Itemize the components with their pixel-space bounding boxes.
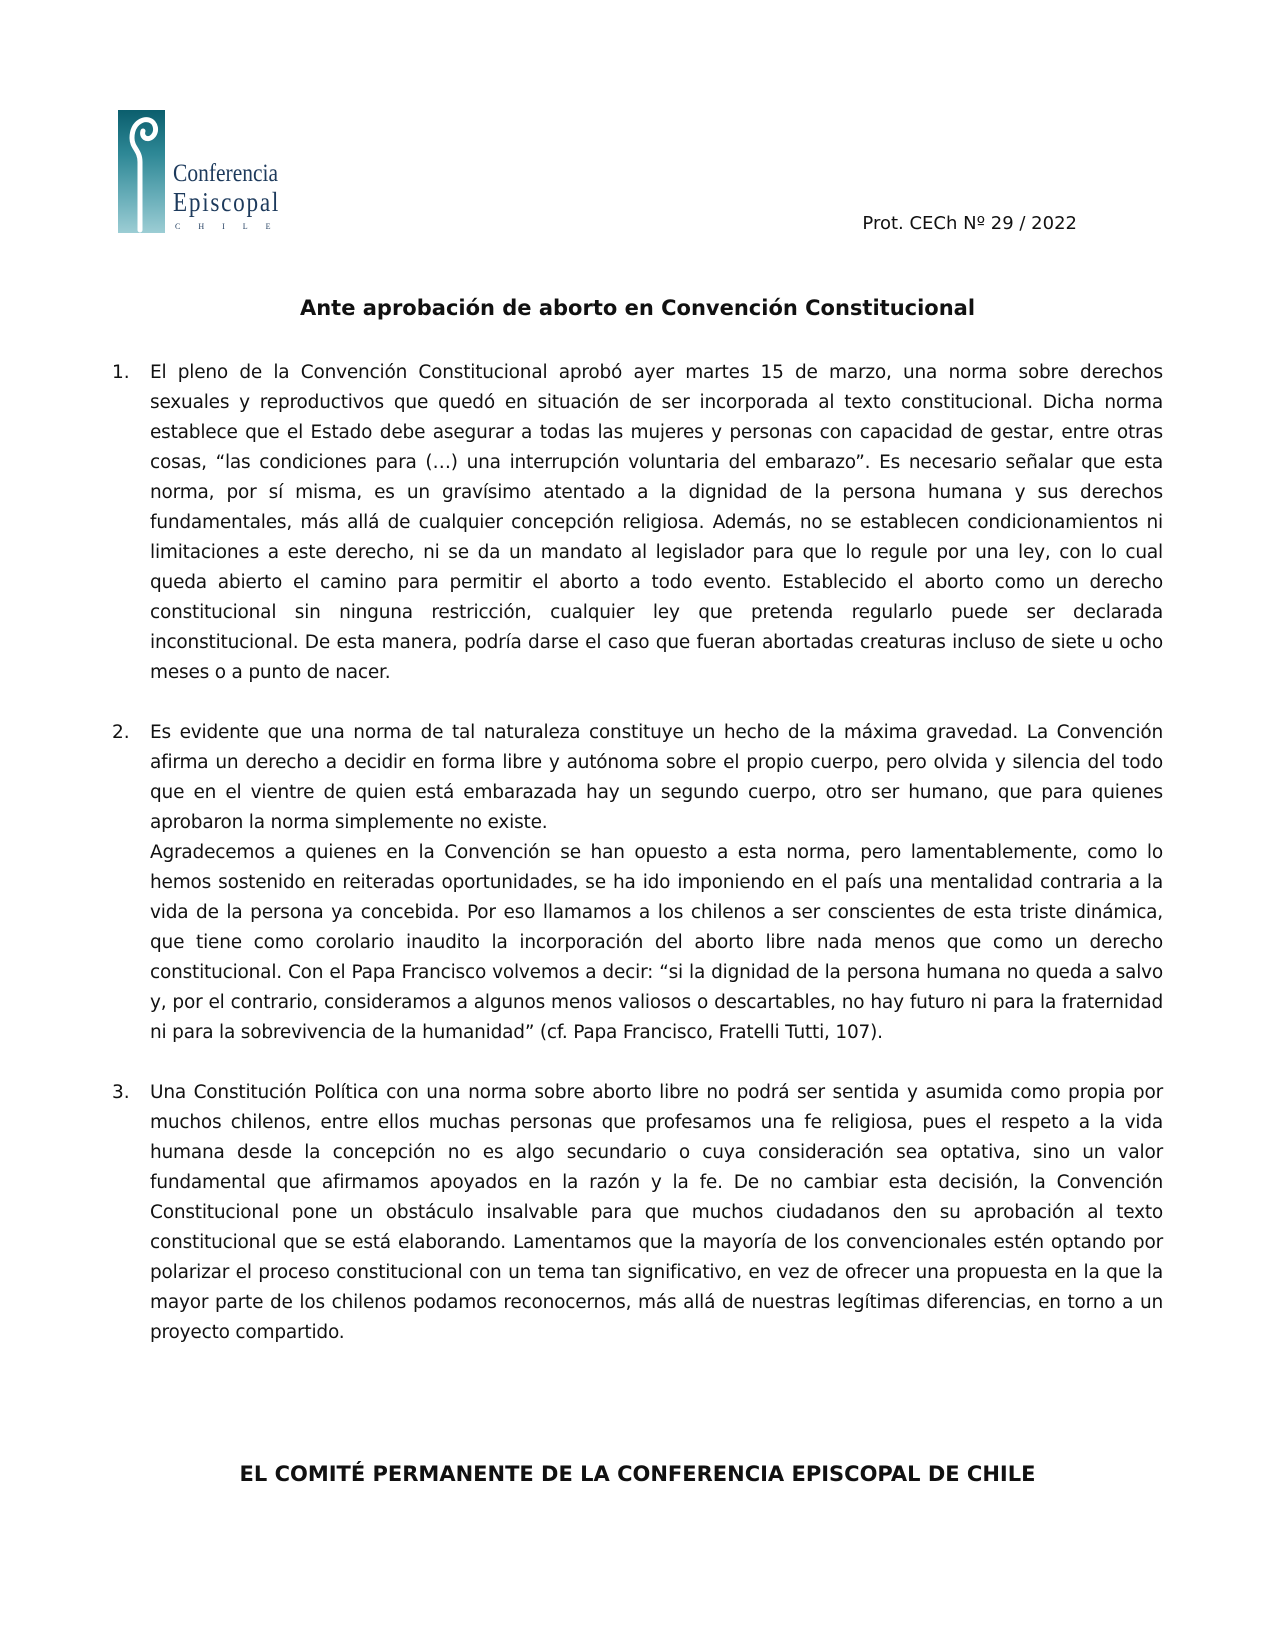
list-item (112, 1078, 1163, 1348)
conferencia-episcopal-logo (118, 110, 298, 240)
document-title: Ante aprobación de aborto en Convención Constitucional (299, 296, 976, 320)
signature-line: EL COMITÉ PERMANENTE DE LA CONFERENCIA EPISCOPAL DE CHILE (239, 1462, 1036, 1486)
item-number: 1. (112, 362, 130, 383)
list-item (112, 718, 1163, 1048)
crozier-icon (118, 110, 165, 233)
paragraph: Es evidente que una norma de tal naturaleza constituye un hecho de la máxima gravedad. La Convención afirma un derecho a decidir en forma libre y autónoma sobre el propio cuerpo, pero olvida y silencia del todo que en el vientre de quien está embarazada hay un segundo cuerpo, otro ser humano, que para quienes aprobaron la norma simplemente no existe. (150, 722, 1163, 833)
numbered-statement-list (112, 358, 1163, 1378)
item-number: 3. (112, 1082, 130, 1103)
protocol-number: Prot. CECh Nº 29 / 2022 (862, 213, 1077, 234)
logo-text-conferencia: Conferencia (173, 160, 279, 187)
paragraph: Una Constitución Política con una norma sobre aborto libre no podrá ser sentida y asumida como propia por muchos chilenos, entre ellos muchas personas que profesamos una fe religiosa, pues el respeto a la vida humana desde la concepción no es algo secundario o cuya consideración sea optativa, sino un valor fundamental que afirmamos apoyados en la razón y la fe. De no cambiar esta decisión, la Convención Constitucional pone un obstáculo insalvable para que muchos ciudadanos den su aprobación al texto constitucional que se está elaborando. Lamentamos que la mayoría de los convencionales estén optando por polarizar el proceso constitucional con un tema tan significativo, en vez de ofrecer una propuesta en la que la mayor parte de los chilenos podamos reconocernos, más allá de nuestras legítimas diferencias, en torno a un proyecto compartido. (150, 1082, 1163, 1343)
paragraph: El pleno de la Convención Constitucional aprobó ayer martes 15 de marzo, una norma sobre derechos sexuales y reproductivos que quedó en situación de ser incorporada al texto constitucional. Dicha norma establece que el Estado debe asegurar a todas las mujeres y personas con capacidad de gestar, entre otras cosas, “las condiciones para (…) una interrupción voluntaria del embarazo”. Es necesario señalar que esta norma, por sí misma, es un gravísimo atentado a la dignidad de la persona humana y sus derechos fundamentales, más allá de cualquier concepción religiosa. Además, no se establecen condicionamientos ni limitaciones a este derecho, ni se da un mandato al legislador para que lo regule por una ley, con lo cual queda abierto el camino para permitir el aborto a todo evento. Establecido el aborto como un derecho constitucional sin ninguna restricción, cualquier ley que pretenda regularlo puede ser declarada inconstitucional. De esta manera, podría darse el caso que fueran abortadas creaturas incluso de siete u ocho meses o a punto de nacer. (150, 362, 1163, 683)
paragraph: Agradecemos a quienes en la Convención se han opuesto a esta norma, pero lamentablemente, como lo hemos sostenido en reiteradas oportunidades, se ha ido imponiendo en el país una mentalidad contraria a la vida de la persona ya concebida. Por eso llamamos a los chilenos a ser conscientes de esta triste dinámica, que tiene como corolario inaudito la incorporación del aborto libre nada menos que como un derecho constitucional. Con el Papa Francisco volvemos a decir: “si la dignidad de la persona humana no queda a salvo y, por el contrario, consideramos a algunos menos valiosos o descartables, no hay futuro ni para la fraternidad ni para la sobrevivencia de la humanidad” (cf. Papa Francisco, Fratelli Tutti, 107). (150, 842, 1163, 1043)
list-item (112, 358, 1163, 688)
item-number: 2. (112, 722, 130, 743)
logo-text-episcopal: Episcopal (173, 187, 281, 217)
logo-text-country: CHILE (175, 222, 289, 231)
